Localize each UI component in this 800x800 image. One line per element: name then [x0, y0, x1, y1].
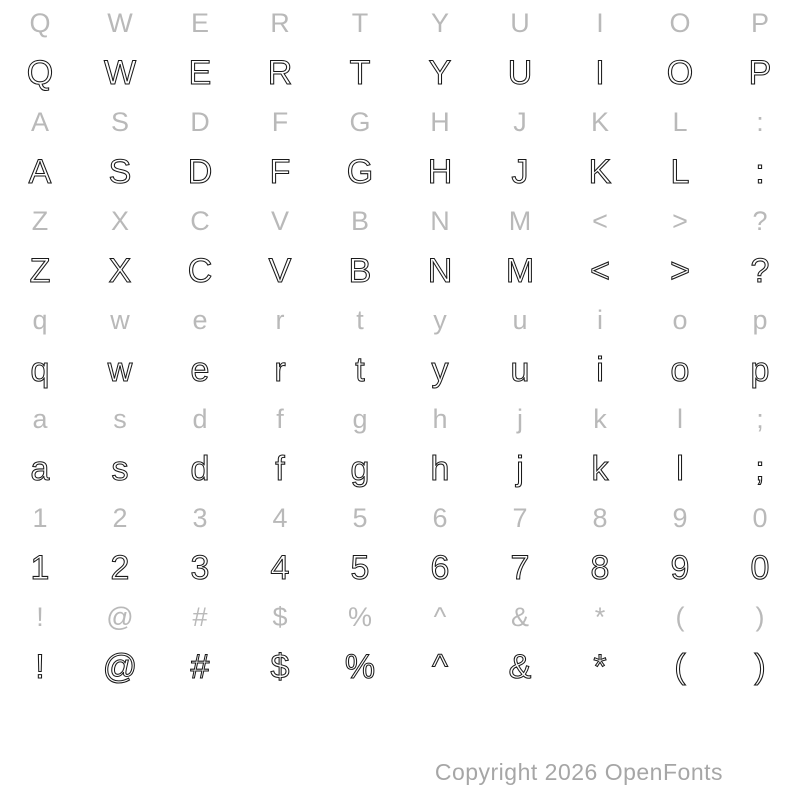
glyph-uppercase-top-row-0: Q	[29, 8, 51, 38]
specimen-pair-symbols	[0, 594, 800, 693]
glyph-symbols-row-8: (	[674, 647, 686, 686]
specimen-row-small-symbols	[0, 594, 800, 641]
glyph-uppercase-bottom-row-8: >	[672, 206, 688, 236]
glyph-uppercase-top-row-9: P	[750, 8, 769, 38]
glyph-uppercase-top-row-7: I	[596, 8, 604, 38]
glyph-digits-row-5: 6	[432, 503, 448, 533]
glyph-lowercase-home-row-6: j	[517, 404, 523, 434]
glyph-digits-row-9: 0	[752, 503, 768, 533]
glyph-symbols-row-1: @	[102, 647, 138, 686]
specimen-row-large-uppercase-bottom	[0, 245, 800, 297]
glyph-uppercase-home-row-9: :	[756, 107, 764, 137]
glyph-uppercase-bottom-row-2: C	[190, 206, 210, 236]
glyph-lowercase-top-row-4: t	[356, 305, 364, 335]
glyph-uppercase-bottom-row-5: N	[427, 251, 453, 290]
glyph-uppercase-home-row-4: G	[346, 152, 374, 191]
glyph-lowercase-top-row-8: o	[670, 350, 690, 389]
glyph-lowercase-top-row-5: y	[433, 305, 447, 335]
glyph-digits-row-4: 5	[352, 503, 368, 533]
specimen-pair-uppercase-bottom	[0, 198, 800, 297]
glyph-lowercase-home-row-2: d	[192, 404, 208, 434]
glyph-uppercase-home-row-0: A	[30, 107, 49, 137]
glyph-digits-row-0: 1	[30, 548, 50, 587]
glyph-uppercase-bottom-row-4: B	[350, 206, 369, 236]
glyph-lowercase-home-row-1: s	[113, 404, 127, 434]
glyph-digits-row-5: 6	[430, 548, 450, 587]
glyph-uppercase-home-row-3: F	[269, 152, 291, 191]
glyph-lowercase-top-row-0: q	[30, 350, 50, 389]
glyph-uppercase-home-row-5: H	[430, 107, 450, 137]
glyph-lowercase-home-row-1: s	[111, 449, 129, 488]
glyph-lowercase-home-row-4: g	[352, 404, 368, 434]
glyph-lowercase-home-row-8: l	[677, 404, 683, 434]
glyph-lowercase-home-row-0: a	[32, 404, 48, 434]
glyph-digits-row-3: 4	[272, 503, 288, 533]
glyph-digits-row-6: 7	[512, 503, 528, 533]
glyph-lowercase-home-row-8: l	[676, 449, 684, 488]
glyph-digits-row-1: 2	[112, 503, 128, 533]
glyph-symbols-row-7: *	[594, 602, 606, 632]
glyph-lowercase-home-row-3: f	[275, 449, 285, 488]
glyph-lowercase-top-row-7: i	[596, 350, 604, 389]
glyph-uppercase-bottom-row-4: B	[348, 251, 372, 290]
specimen-row-large-uppercase-top	[0, 47, 800, 99]
glyph-uppercase-home-row-5: H	[427, 152, 453, 191]
glyph-symbols-row-3: $	[270, 647, 290, 686]
glyph-uppercase-bottom-row-7: <	[590, 251, 610, 290]
glyph-lowercase-home-row-7: k	[591, 449, 609, 488]
glyph-uppercase-bottom-row-6: M	[508, 206, 532, 236]
glyph-uppercase-bottom-row-0: Z	[31, 206, 49, 236]
specimen-pair-lowercase-home	[0, 396, 800, 495]
glyph-symbols-row-9: )	[754, 647, 766, 686]
glyph-lowercase-top-row-1: w	[110, 305, 130, 335]
glyph-lowercase-home-row-7: k	[593, 404, 607, 434]
glyph-symbols-row-4: %	[347, 602, 372, 632]
glyph-symbols-row-7: *	[593, 647, 607, 686]
specimen-row-small-uppercase-home	[0, 99, 800, 146]
glyph-uppercase-home-row-8: L	[670, 152, 690, 191]
glyph-uppercase-top-row-4: T	[349, 53, 371, 92]
glyph-digits-row-8: 9	[670, 548, 690, 587]
glyph-symbols-row-8: (	[675, 602, 685, 632]
glyph-uppercase-top-row-6: U	[507, 53, 533, 92]
glyph-uppercase-home-row-1: S	[110, 107, 129, 137]
glyph-lowercase-top-row-1: w	[107, 350, 133, 389]
specimen-row-small-lowercase-top	[0, 297, 800, 344]
glyph-lowercase-top-row-6: u	[510, 350, 530, 389]
glyph-uppercase-bottom-row-2: C	[187, 251, 213, 290]
copyright-text: Copyright 2026 OpenFonts	[434, 759, 723, 785]
glyph-uppercase-bottom-row-5: N	[430, 206, 450, 236]
glyph-lowercase-top-row-9: p	[752, 305, 768, 335]
specimen-row-small-uppercase-top	[0, 0, 800, 47]
specimen-row-large-lowercase-top	[0, 344, 800, 396]
specimen-row-large-uppercase-home	[0, 146, 800, 198]
glyph-uppercase-bottom-row-1: X	[110, 206, 129, 236]
glyph-symbols-row-2: #	[192, 602, 208, 632]
glyph-uppercase-top-row-8: O	[669, 8, 691, 38]
glyph-digits-row-3: 4	[270, 548, 290, 587]
glyph-uppercase-top-row-3: R	[270, 8, 290, 38]
glyph-lowercase-home-row-0: a	[30, 449, 50, 488]
glyph-uppercase-bottom-row-8: >	[670, 251, 690, 290]
glyph-lowercase-top-row-2: e	[192, 305, 208, 335]
glyph-uppercase-home-row-4: G	[349, 107, 371, 137]
glyph-digits-row-1: 2	[110, 548, 130, 587]
glyph-symbols-row-6: &	[510, 602, 529, 632]
glyph-uppercase-bottom-row-7: <	[592, 206, 608, 236]
glyph-digits-row-4: 5	[350, 548, 370, 587]
specimen-row-small-lowercase-home	[0, 396, 800, 443]
glyph-uppercase-top-row-3: R	[267, 53, 293, 92]
glyph-digits-row-6: 7	[510, 548, 530, 587]
glyph-lowercase-top-row-3: r	[274, 350, 286, 389]
glyph-digits-row-2: 3	[192, 503, 208, 533]
glyph-lowercase-top-row-9: p	[750, 350, 770, 389]
glyph-uppercase-top-row-1: W	[107, 8, 133, 38]
glyph-uppercase-bottom-row-3: V	[270, 206, 289, 236]
glyph-lowercase-home-row-2: d	[190, 449, 210, 488]
glyph-uppercase-home-row-6: J	[511, 152, 529, 191]
glyph-uppercase-home-row-0: A	[28, 152, 52, 191]
glyph-symbols-row-1: @	[106, 602, 134, 632]
glyph-lowercase-top-row-6: u	[512, 305, 528, 335]
specimen-pair-digits	[0, 495, 800, 594]
glyph-symbols-row-2: #	[190, 647, 210, 686]
glyph-uppercase-top-row-5: Y	[430, 8, 449, 38]
glyph-symbols-row-0: !	[35, 647, 45, 686]
specimen-pair-uppercase-home	[0, 99, 800, 198]
glyph-lowercase-top-row-5: y	[431, 350, 449, 389]
specimen-row-large-digits	[0, 542, 800, 594]
glyph-digits-row-9: 0	[750, 548, 770, 587]
glyph-uppercase-top-row-2: E	[190, 8, 209, 38]
glyph-uppercase-bottom-row-9: ?	[752, 206, 768, 236]
glyph-uppercase-bottom-row-0: Z	[29, 251, 51, 290]
glyph-lowercase-top-row-7: i	[597, 305, 603, 335]
glyph-digits-row-7: 8	[592, 503, 608, 533]
glyph-lowercase-home-row-3: f	[276, 404, 284, 434]
specimen-row-small-uppercase-bottom	[0, 198, 800, 245]
glyph-lowercase-top-row-2: e	[190, 350, 210, 389]
glyph-uppercase-home-row-7: K	[590, 107, 609, 137]
glyph-symbols-row-5: ^	[433, 602, 447, 632]
glyph-lowercase-top-row-4: t	[355, 350, 365, 389]
glyph-lowercase-home-row-9: ;	[755, 449, 765, 488]
glyph-symbols-row-6: &	[508, 647, 532, 686]
glyph-uppercase-top-row-5: Y	[428, 53, 452, 92]
glyph-digits-row-2: 3	[190, 548, 210, 587]
glyph-lowercase-home-row-5: h	[430, 449, 450, 488]
glyph-uppercase-top-row-1: W	[103, 53, 137, 92]
glyph-lowercase-top-row-8: o	[672, 305, 688, 335]
glyph-lowercase-top-row-3: r	[275, 305, 285, 335]
glyph-uppercase-bottom-row-3: V	[268, 251, 292, 290]
glyph-symbols-row-9: )	[755, 602, 765, 632]
glyph-uppercase-top-row-7: I	[595, 53, 605, 92]
glyph-symbols-row-3: $	[272, 602, 288, 632]
glyph-uppercase-top-row-4: T	[351, 8, 369, 38]
specimen-row-large-lowercase-home	[0, 443, 800, 495]
glyph-uppercase-home-row-2: D	[187, 152, 213, 191]
glyph-digits-row-7: 8	[590, 548, 610, 587]
specimen-pair-lowercase-top	[0, 297, 800, 396]
glyph-symbols-row-0: !	[36, 602, 44, 632]
glyph-lowercase-home-row-5: h	[432, 404, 448, 434]
glyph-uppercase-home-row-7: K	[588, 152, 612, 191]
specimen-pair-uppercase-top	[0, 0, 800, 99]
specimen-row-small-digits	[0, 495, 800, 542]
glyph-lowercase-home-row-4: g	[350, 449, 370, 488]
glyph-symbols-row-4: %	[344, 647, 376, 686]
glyph-lowercase-top-row-0: q	[32, 305, 48, 335]
glyph-uppercase-bottom-row-9: ?	[750, 251, 770, 290]
glyph-uppercase-home-row-2: D	[190, 107, 210, 137]
glyph-uppercase-top-row-6: U	[510, 8, 530, 38]
specimen-row-large-symbols	[0, 641, 800, 693]
glyph-digits-row-0: 1	[32, 503, 48, 533]
glyph-symbols-row-5: ^	[432, 647, 448, 686]
glyph-uppercase-home-row-1: S	[108, 152, 132, 191]
glyph-uppercase-top-row-2: E	[188, 53, 212, 92]
glyph-uppercase-top-row-9: P	[748, 53, 772, 92]
glyph-uppercase-bottom-row-6: M	[505, 251, 535, 290]
glyph-uppercase-bottom-row-1: X	[108, 251, 132, 290]
glyph-uppercase-home-row-3: F	[271, 107, 289, 137]
glyph-lowercase-home-row-9: ;	[756, 404, 764, 434]
glyph-lowercase-home-row-6: j	[516, 449, 524, 488]
glyph-uppercase-home-row-8: L	[672, 107, 688, 137]
glyph-uppercase-home-row-6: J	[513, 107, 527, 137]
glyph-digits-row-8: 9	[672, 503, 688, 533]
glyph-uppercase-home-row-9: :	[755, 152, 765, 191]
glyph-uppercase-top-row-0: Q	[26, 53, 54, 92]
glyph-uppercase-top-row-8: O	[666, 53, 694, 92]
